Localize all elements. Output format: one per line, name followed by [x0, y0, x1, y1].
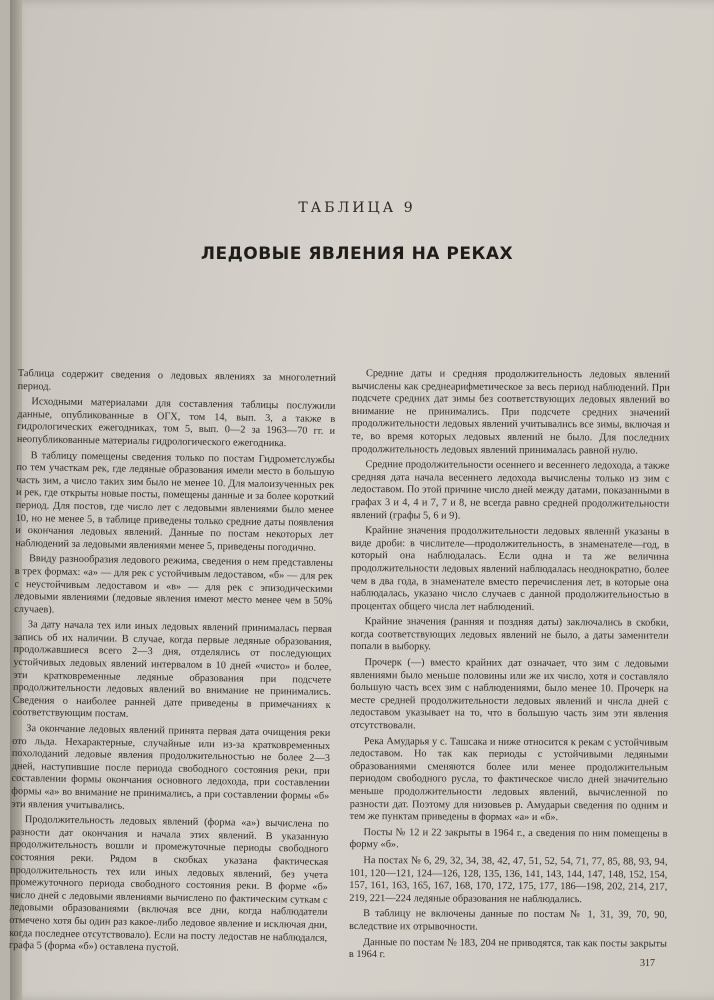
left-text-column: [9, 368, 336, 973]
paragraph: Данные по постам № 183, 204 не приводятся, так как посты закрыты в 1964 г.: [348, 936, 668, 961]
right-text-column: [349, 368, 670, 970]
paragraph: Таблица содержит сведения о ледовых явлениях за многолетний период.: [17, 368, 336, 393]
paragraph: Прочерк (—) вместо крайних дат означает, что зим с ледовыми явлениями было меньше половины или же их число, хотя и составляло большую часть всех зим с наблюдениями, было менее 10. Прочерк на месте средней продолжительности ледовых явлений и числа дней с ледоставом указывает на то, что в большую часть зим эти явления отсутствовали.: [350, 657, 669, 732]
paragraph: За окончание ледовых явлений принята первая дата очищения реки ото льда. Нехарактерные, случайные или из-за кратковременных похолоданий ледовые явления продолжительностью не более 2—3 дней, наступившие после периода свободного состояния реки, при составлении формы окончания основного ледохода, при составлении формы «а» во внимание не принимались, а при составлении формы «б» эти явления учитывались.: [11, 723, 331, 812]
table-number-heading: ТАБЛИЦА 9: [298, 200, 416, 216]
paragraph: В таблицу помещены сведения только по постам Гидрометслужбы по тем участкам рек, где ледяные образования имели место в большую часть зим, а число таких зим было не менее 10. Для малоизученных рек и рек, где открыты новые посты, помещены данные и за более короткий период. Для постов, где число лет с ледовыми явлениями было менее 10, но не менее 5, в таблице приведены только средние даты появления и окончания ледовых явлений. Данные по постам некоторых лет наблюдений за ледовыми явлениями менее 5, приведены погодично.: [15, 449, 335, 554]
paragraph: Посты № 12 и 22 закрыты в 1964 г., а сведения по ним помещены в форму «б».: [349, 826, 668, 851]
page-number: 317: [640, 958, 655, 969]
paragraph: Крайние значения продолжительности ледовых явлений указаны в виде дроби: в числителе—продолжительность, в знаменателе—год, в который она наблюдалась. Если одна и та же величина продолжительности ледовых явлений наблюдалась неоднократно, более чем в два года, в знаменателе вместо перечисления лет, в которые она наблюдалась, указано число случаев с данной продолжительностью в процентах общего числа лет наблюдений.: [350, 525, 670, 613]
paragraph: Исходными материалами для составления таблицы послужили данные, опубликованные в ОГХ, том 14, вып. 3, а также в гидрологических ежегодниках, том 5, вып. 0—2 за 1963—70 гг. и неопубликованные материалы гидрологического ежегодника.: [16, 396, 336, 450]
paragraph: Река Амударья у с. Ташсака и ниже относится к рекам с устойчивым ледоставом. Но так как периоды с устойчивыми ледяными образованиями сменяются более или менее продолжительным периодом свободного русла, то фактическое число дней значительно меньше продолжительности ледовых явлений, вычисленной по разности дат. Поэтому для низовьев р. Амударьи сведения по одним и тем же пунктам приведены в формах «а» и «б».: [349, 735, 669, 824]
paragraph: Крайние значения (ранняя и поздняя даты) заключались в скобки, когда соответствующих ледовых явлений не было, а даты заменители попали в выборку.: [350, 616, 669, 653]
paragraph: Ввиду разнообразия ледового режима, сведения о нем представлены в трех формах: «а» — для рек с устойчивым ледоставом, «б» — для рек с неустойчивым ледоставом и «в» — для рек с эпизодическими ледовыми явлениями (ледовые явления имеют место менее чем в 50% случаев).: [14, 553, 334, 616]
paragraph: За дату начала тех или иных ледовых явлений принималась первая запись об их наличии. В случае, когда первые ледяные образования, продолжавшиеся всего 2—3 дня, отделялись от последующих устойчивых ледовых явлений интервалом в 10 дней «чисто» и более, эти кратковременные ледяные образования при подсчете продолжительности ледовых явлений во внимание не принимались. Сведения о наиболее ранней дате приведены в примечаниях к соответствующим постам.: [12, 619, 333, 721]
paragraph: Средние продолжительности осеннего и весеннего ледохода, а также средняя дата начала весеннего ледохода вычислены только из зим с ледоставом. По этой причине число дней между датами, показанными в графах 3 и 4, 4 и 7, 7 и 8, не всегда равно средней продолжительности явлений (графы 5, 6 и 9).: [351, 459, 670, 522]
section-title: ЛЕДОВЫЕ ЯВЛЕНИЯ НА РЕКАХ: [200, 244, 514, 264]
paragraph: На постах № 6, 29, 32, 34, 38, 42, 47, 51, 52, 54, 71, 77, 85, 88, 93, 94, 101, 120—121, 124—126, 128, 135, 136, 141, 143, 144, 147, 148, 152, 154, 157, 161, 163, 165, 167, 168, 170, 172, 175, 177, 186—198, 202, 214, 217, 219, 221—224 ледяные образования не наблюдались.: [349, 855, 668, 905]
paragraph: Средние даты и средняя продолжительность ледовых явлений вычислены как среднеарифметическое за весь период наблюдений. При подсчете средних дат зимы без соответствующих ледовых явлений во внимание не принимались. При подсчете средних значений продолжительности ледовых явлений учитывались все зимы, включая и те, во время которых ледовых явлений не было. Для последних продолжительность ледовых явлений принималась равной нулю.: [351, 368, 670, 457]
paragraph: Продолжительность ледовых явлений (форма «а») вычислена по разности дат окончания и начала этих явлений. В указанную продолжительность вошли и промежуточные периоды свободного состояния реки. Рядом в скобках указана фактическая продолжительность тех или иных ледовых явлений, без учета промежуточного периода свободного состояния реки. В форме «б» число дней с ледовыми явлениями вычислено по фактическим суткам с ледовыми образованиями (включая все дни, когда наблюдатели отмечено хотя бы один раз какое-либо ледовое явление и исключая дни, когда последнее отсутствовало). Если на посту ледостав не наблюдался, графа 5 (форма «б») оставлена пустой.: [8, 814, 329, 954]
paragraph: В таблицу не включены данные по постам № 1, 31, 39, 70, 90, вследствие их отрывочности.: [349, 908, 668, 933]
